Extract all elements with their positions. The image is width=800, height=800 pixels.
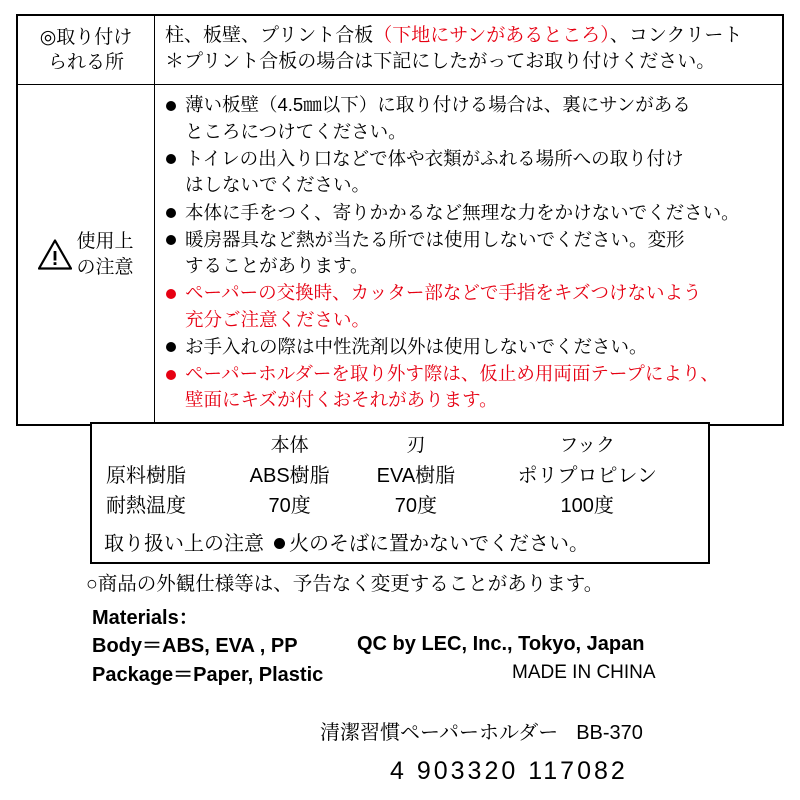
cell-heat-body: 70度 [268, 494, 311, 517]
bullet-icon [166, 342, 176, 352]
handling-note [104, 527, 696, 556]
cell-resin-blade: EVA樹脂 [376, 464, 456, 487]
installation-red-note: （下地にサンがあるところ） [373, 25, 610, 46]
warning-triangle-icon [38, 239, 72, 270]
cell-heat-blade: 70度 [394, 494, 438, 517]
row-body-caution [155, 85, 784, 425]
list-item [165, 361, 774, 414]
installation-line-2: ＊プリント合板の場合は下記にしたがってお取り付けください。 [165, 51, 716, 73]
barcode-number: 4 903320 117082 [390, 757, 628, 785]
materials-heading: Materials： [92, 607, 199, 629]
list-item [165, 280, 774, 333]
row-label-heat: 耐熱温度 [106, 494, 186, 517]
handling-note-label: 取り扱い上の注意 [104, 532, 264, 555]
cell-heat-hook: 100度 [560, 494, 614, 517]
handling-note-text: 火のそばに置かないでください。 [289, 532, 589, 555]
table-row-installation [17, 15, 783, 85]
note-line: 本体に手をつく、寄りかかるなど無理な力をかけないでください。 [185, 201, 740, 223]
note-line: 薄い板壁（4.5㎜以下）に取り付ける場合は、裏にサンがある [185, 94, 691, 116]
column-header-blank [104, 432, 226, 461]
column-header-body: 本体 [270, 435, 309, 456]
note-line: はしないでください。 [185, 174, 371, 196]
materials-table-box [90, 422, 710, 564]
row-label-caution [17, 85, 155, 425]
list-item [165, 200, 774, 226]
table-row [104, 461, 696, 491]
made-in-line: MADE IN CHINA [512, 662, 656, 683]
note-line: ペーパーの交換時、カッター部などで手指をキズつけないよう [185, 282, 702, 304]
list-item [165, 92, 774, 145]
list-item [165, 334, 774, 360]
note-line: 壁面にキズが付くおそれがあります。 [185, 389, 498, 411]
note-line: トイレの出入り口などで体や衣類がふれる場所への取り付け [185, 147, 684, 169]
caution-label-line-2: の注意 [76, 256, 134, 278]
product-name: 清潔習慣ペーパーホルダー [320, 722, 559, 744]
note-line: 充分ご注意ください。 [185, 308, 371, 330]
materials-package: Package＝Paper, Plastic [92, 663, 324, 686]
materials-english-block [92, 604, 323, 689]
spec-change-notice: ○商品の外観仕様等は、予告なく変更することがあります。 [86, 573, 604, 595]
row-body-installation [155, 15, 784, 85]
row-label-line-1: ◎取り付け [39, 26, 133, 48]
note-line: 暖房器具など熱が当たる所では使用しないでください。変形 [185, 228, 685, 250]
cell-resin-body: ABS樹脂 [249, 464, 330, 487]
row-label-resin: 原料樹脂 [106, 464, 186, 487]
installation-line-1: 柱、板壁、プリント合板（下地にサンがあるところ）、コンクリート [165, 25, 743, 46]
note-line: お手入れの際は中性洗剤以外は使用しないでください。 [185, 335, 648, 357]
bullet-icon [166, 101, 176, 111]
column-header-hook: フック [559, 435, 616, 456]
qc-line: QC by LEC, Inc., Tokyo, Japan [357, 633, 645, 655]
table-row [104, 491, 696, 521]
product-name-line [320, 716, 643, 745]
list-item [165, 146, 774, 199]
column-header-blade: 刃 [406, 435, 426, 456]
materials-body: Body＝ABS, EVA , PP [92, 635, 298, 658]
note-line: することがあります。 [185, 255, 369, 277]
caution-notes-list [165, 92, 774, 413]
row-label-line-2: られる所 [47, 52, 124, 74]
row-label-installation [17, 15, 155, 85]
bullet-icon [166, 235, 176, 245]
materials-table [104, 432, 696, 521]
bullet-icon [166, 289, 176, 299]
product-model: BB-370 [576, 722, 643, 744]
table-row-caution [17, 85, 783, 425]
list-item [165, 227, 774, 280]
caution-label-text [76, 229, 133, 280]
note-line: ペーパーホルダーを取り外す際は、仮止め用両面テープにより、 [185, 363, 719, 385]
table-header-row [104, 432, 696, 461]
bullet-icon [274, 538, 285, 549]
spec-table [16, 14, 784, 426]
caution-label-line-1: 使用上 [76, 230, 134, 252]
cell-resin-hook: ポリプロピレン [517, 464, 657, 487]
bullet-icon [166, 154, 176, 164]
note-line: ところにつけてください。 [185, 120, 407, 142]
bullet-icon [166, 370, 176, 380]
bullet-icon [166, 208, 176, 218]
